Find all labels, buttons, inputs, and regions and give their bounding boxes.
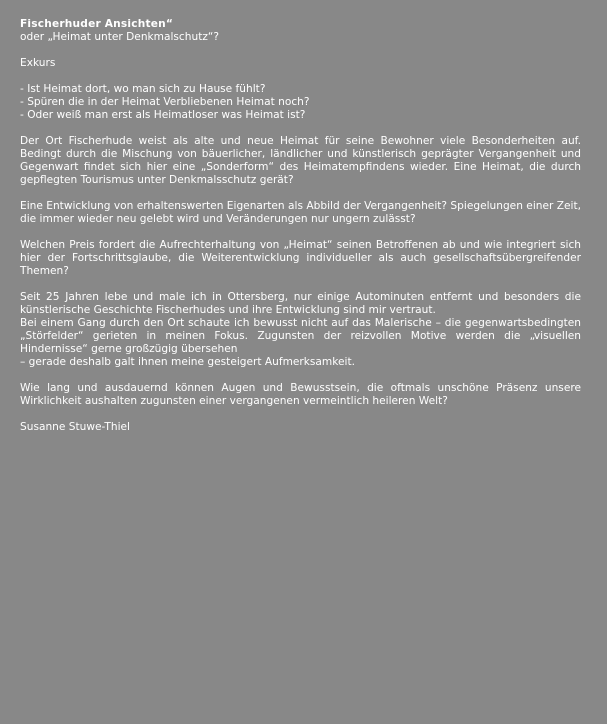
paragraph-aufmerksamkeit: – gerade deshalb galt ihnen meine gesteigert Aufmerksamkeit. (20, 356, 355, 368)
question-item: - Spüren die in der Heimat Verbliebenen Heimat noch? (20, 96, 310, 108)
paragraph-gang: Bei einem Gang durch den Ort schaute ich bewusst nicht auf das Malerische – die gegenwartsbedingten „Störfelder“ gerieten in meinen Fokus. Zugunsten der reizvollen Motive werden die „visuellen Hindernisse“ gerne großzügig übersehen (20, 317, 581, 355)
spacer (20, 278, 581, 291)
page-title: Fischerhuder Ansichten“ (20, 18, 174, 30)
paragraph-entwicklung: Eine Entwicklung von erhaltenswerten Eigenarten als Abbild der Vergangenheit? Spiegelungen einer Zeit, die immer wieder neu gelebt wird und Veränderungen nur ungern zulässt? (20, 200, 581, 225)
spacer (20, 187, 581, 200)
page-subtitle: oder „Heimat unter Denkmalschutz“? (20, 31, 220, 43)
paragraph-preis: Welchen Preis fordert die Aufrechterhaltung von „Heimat“ seinen Betroffenen ab und wie integriert sich hier der Fortschrittsglaube, die Weiterentwicklung individueller als auch gesellschaftsübergreifender Themen? (20, 239, 581, 277)
text-column (20, 18, 581, 434)
spacer (20, 408, 581, 421)
section-label: Exkurs (20, 57, 56, 69)
spacer (20, 369, 581, 382)
paragraph-wirklichkeit: Wie lang und ausdauernd können Augen und Bewusstsein, die oftmals unschöne Präsenz unsere Wirklichkeit aushalten zugunsten einer vergangenen vermeintlich heileren Welt? (20, 382, 581, 407)
spacer (20, 70, 581, 83)
question-item: - Ist Heimat dort, wo man sich zu Hause fühlt? (20, 83, 266, 95)
spacer (20, 44, 581, 57)
question-item: - Oder weiß man erst als Heimatloser was Heimat ist? (20, 109, 306, 121)
spacer (20, 226, 581, 239)
paragraph-fischerhude: Der Ort Fischerhude weist als alte und neue Heimat für seine Bewohner viele Besonderheiten auf. Bedingt durch die Mischung von bäuerlicher, ländlicher und künstlerisch geprägter Vergangenheit und Gegenwart findet sich hier eine „Sonderform“ des Heimatempfindens wieder. Eine Heimat, die durch gepflegten Tourismus unter Denkmalsschutz gerät? (20, 135, 581, 186)
spacer (20, 122, 581, 135)
author-signature: Susanne Stuwe-Thiel (20, 421, 130, 433)
paragraph-ottersberg: Seit 25 Jahren lebe und male ich in Ottersberg, nur einige Autominuten entfernt und besonders die künstlerische Geschichte Fischerhudes und ihre Entwicklung sind mir vertraut. (20, 291, 581, 316)
